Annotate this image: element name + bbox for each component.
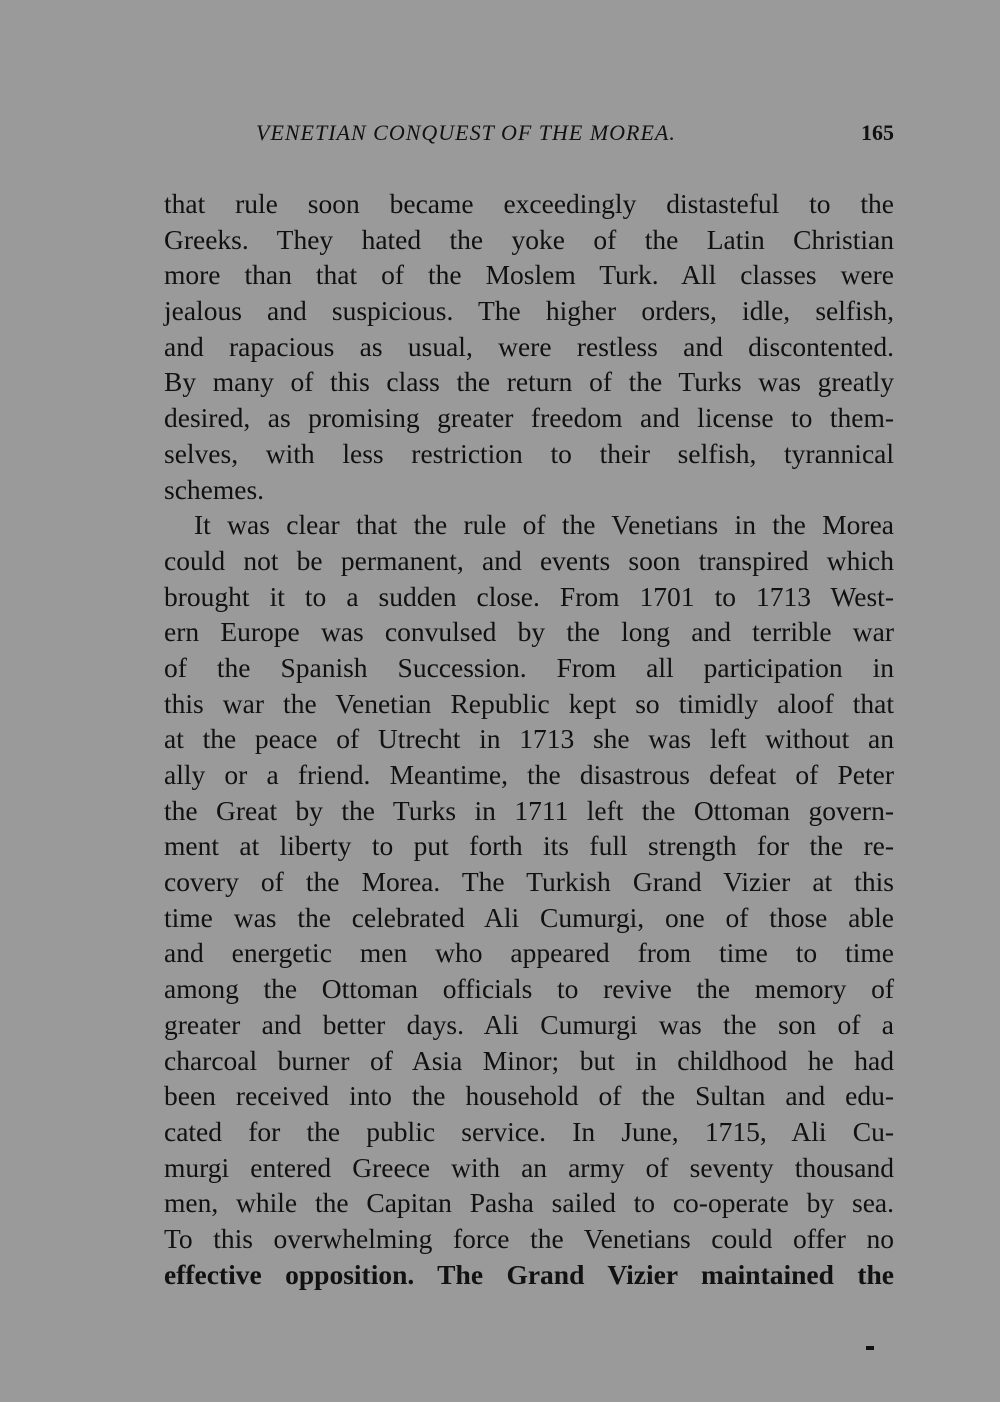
- text-line: It was clear that the rule of the Venetians in the Morea: [194, 509, 894, 541]
- page-number: 165: [861, 120, 894, 145]
- text-line: ern Europe was convulsed by the long and terrible war: [164, 616, 894, 648]
- text-line: By many of this class the return of the Turks was greatly: [164, 366, 894, 398]
- body-text: [164, 186, 894, 1292]
- text-line: and rapacious as usual, were restless and discontented.: [164, 330, 894, 362]
- text-line: at the peace of Utrecht in 1713 she was left without an: [164, 723, 894, 755]
- text-line: selves, with less restriction to their selfish, tyrannical: [164, 437, 894, 469]
- text-line: been received into the household of the Sultan and edu-: [164, 1080, 894, 1112]
- text-line: ment at liberty to put forth its full strength for the re-: [164, 830, 894, 862]
- text-line: charcoal burner of Asia Minor; but in childhood he had: [164, 1044, 894, 1076]
- text-line: men, while the Capitan Pasha sailed to co-operate by sea.: [164, 1187, 894, 1219]
- text-line: To this overwhelming force the Venetians could offer no: [164, 1222, 894, 1254]
- text-line: Greeks. They hated the yoke of the Latin Christian: [164, 223, 894, 255]
- text-line: time was the celebrated Ali Cumurgi, one of those able: [164, 901, 894, 933]
- text-line: cated for the public service. In June, 1715, Ali Cu-: [164, 1115, 894, 1147]
- text-line: that rule soon became exceedingly distasteful to the: [164, 188, 894, 219]
- printer-mark: [866, 1346, 874, 1350]
- text-line: this war the Venetian Republic kept so timidly aloof that: [164, 687, 894, 719]
- text-line: among the Ottoman officials to revive the memory of: [164, 973, 894, 1005]
- text-line: ally or a friend. Meantime, the disastrous defeat of Peter: [164, 759, 894, 790]
- text-line: greater and better days. Ali Cumurgi was the son of a: [164, 1008, 894, 1040]
- text-line: desired, as promising greater freedom and license to them-: [164, 402, 894, 434]
- text-line: effective opposition. The Grand Vizier maintained the: [164, 1258, 894, 1290]
- text-line: the Great by the Turks in 1711 left the Ottoman govern-: [164, 794, 894, 826]
- text-line: of the Spanish Succession. From all participation in: [164, 651, 894, 683]
- running-title: VENETIAN CONQUEST OF THE MOREA.: [256, 120, 676, 145]
- running-head: [256, 120, 896, 152]
- text-line: brought it to a sudden close. From 1701 to 1713 West-: [164, 580, 894, 612]
- text-line: more than that of the Moslem Turk. All classes were: [164, 259, 894, 291]
- text-line: covery of the Morea. The Turkish Grand Vizier at this: [164, 866, 894, 898]
- text-line: schemes.: [164, 473, 265, 505]
- text-line: could not be permanent, and events soon transpired which: [164, 544, 894, 576]
- text-line: murgi entered Greece with an army of seventy thousand: [164, 1151, 894, 1183]
- text-line: jealous and suspicious. The higher orders, idle, selfish,: [164, 295, 894, 327]
- text-line: and energetic men who appeared from time to time: [164, 937, 894, 969]
